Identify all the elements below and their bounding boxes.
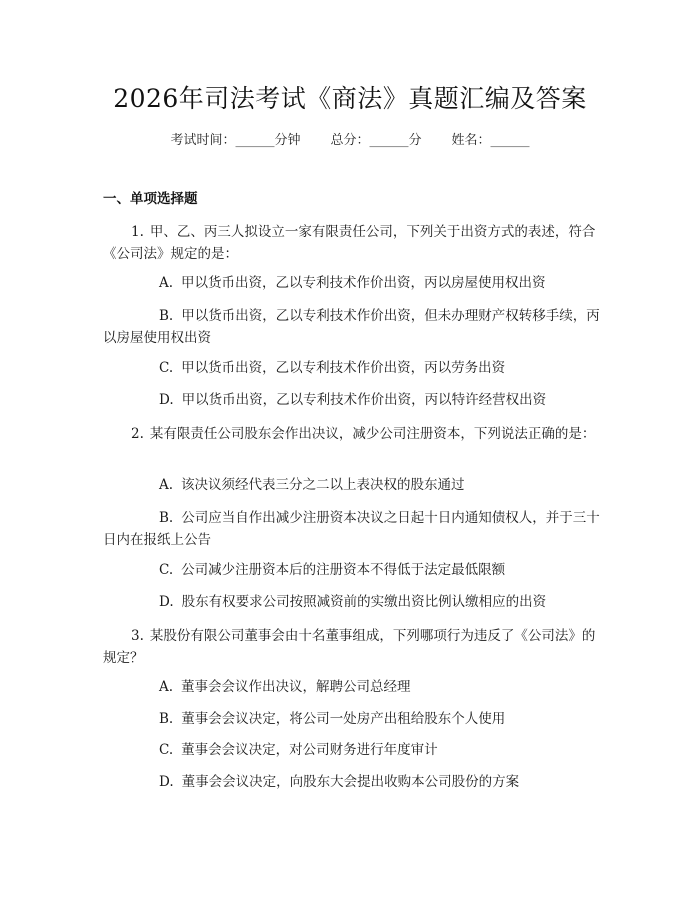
- option-text: 甲以货币出资，乙以专利技术作价出资，丙以劳务出资: [181, 360, 506, 376]
- question-text: 甲、乙、丙三人拟设立一家有限责任公司，下列关于出资方式的表述，符合《公司法》规定的是：: [103, 224, 596, 262]
- option-letter: A.: [159, 275, 174, 291]
- question-2-option-c: [103, 559, 600, 581]
- question-2-option-d: [103, 591, 600, 613]
- option-letter: A.: [159, 477, 174, 493]
- option-text: 公司减少注册资本后的注册资本不得低于法定最低限额: [181, 562, 506, 578]
- option-text: 甲以货币出资，乙以专利技术作价出资，但未办理财产权转移手续，丙以房屋使用权出资: [103, 308, 600, 346]
- question-3: [103, 625, 600, 669]
- option-letter: B.: [159, 711, 174, 727]
- option-letter: A.: [159, 679, 174, 695]
- option-letter: D.: [159, 594, 174, 610]
- option-letter: C.: [159, 742, 174, 758]
- option-letter: C.: [159, 562, 174, 578]
- section-heading: 一、单项选择题: [103, 191, 198, 207]
- question-1-option-c: [103, 357, 600, 379]
- question-text: 某股份有限公司董事会由十名董事组成，下列哪项行为违反了《公司法》的规定？: [103, 628, 596, 666]
- exam-time-field: 考试时间：______分钟: [170, 133, 301, 148]
- name-field: 姓名：______: [451, 133, 530, 148]
- question-3-option-b: [103, 708, 600, 730]
- option-letter: B.: [159, 308, 174, 324]
- question-1-option-d: [103, 389, 600, 411]
- question-number: 3.: [131, 628, 144, 644]
- question-1-option-a: [103, 272, 600, 294]
- option-letter: D.: [159, 392, 174, 408]
- option-text: 甲以货币出资，乙以专利技术作价出资，丙以特许经营权出资: [181, 392, 547, 408]
- question-3-option-c: [103, 739, 600, 761]
- option-text: 该决议须经代表三分之二以上表决权的股东通过: [181, 477, 465, 493]
- page-title: 2026年司法考试《商法》真题汇编及答案: [113, 84, 587, 113]
- question-2-option-b: [103, 507, 600, 551]
- option-text: 公司应当自作出减少注册资本决议之日起十日内通知债权人，并于三十日内在报纸上公告: [103, 510, 600, 548]
- question-3-option-a: [103, 676, 600, 698]
- question-text: 某有限责任公司股东会作出决议，减少公司注册资本，下列说法正确的是：: [149, 426, 596, 442]
- question-2-option-a: [103, 474, 600, 496]
- option-text: 董事会会议作出决议，解聘公司总经理: [181, 679, 411, 695]
- option-text: 董事会会议决定，将公司一处房产出租给股东个人使用: [181, 711, 506, 727]
- option-text: 股东有权要求公司按照减资前的实缴出资比例认缴相应的出资: [181, 594, 547, 610]
- question-3-option-d: [103, 771, 600, 793]
- question-1: [103, 221, 600, 265]
- question-2: [103, 423, 600, 445]
- question-1-option-b: [103, 305, 600, 349]
- option-text: 甲以货币出资，乙以专利技术作价出资，丙以房屋使用权出资: [181, 275, 546, 291]
- option-letter: B.: [159, 510, 174, 526]
- question-number: 2.: [131, 426, 144, 442]
- question-number: 1.: [131, 224, 144, 240]
- option-letter: D.: [159, 774, 174, 790]
- option-letter: C.: [159, 360, 174, 376]
- option-text: 董事会会议决定，向股东大会提出收购本公司股份的方案: [181, 774, 520, 790]
- exam-meta-line: [0, 131, 700, 151]
- total-score-field: 总分：______分: [330, 133, 422, 148]
- option-text: 董事会会议决定，对公司财务进行年度审计: [181, 742, 438, 758]
